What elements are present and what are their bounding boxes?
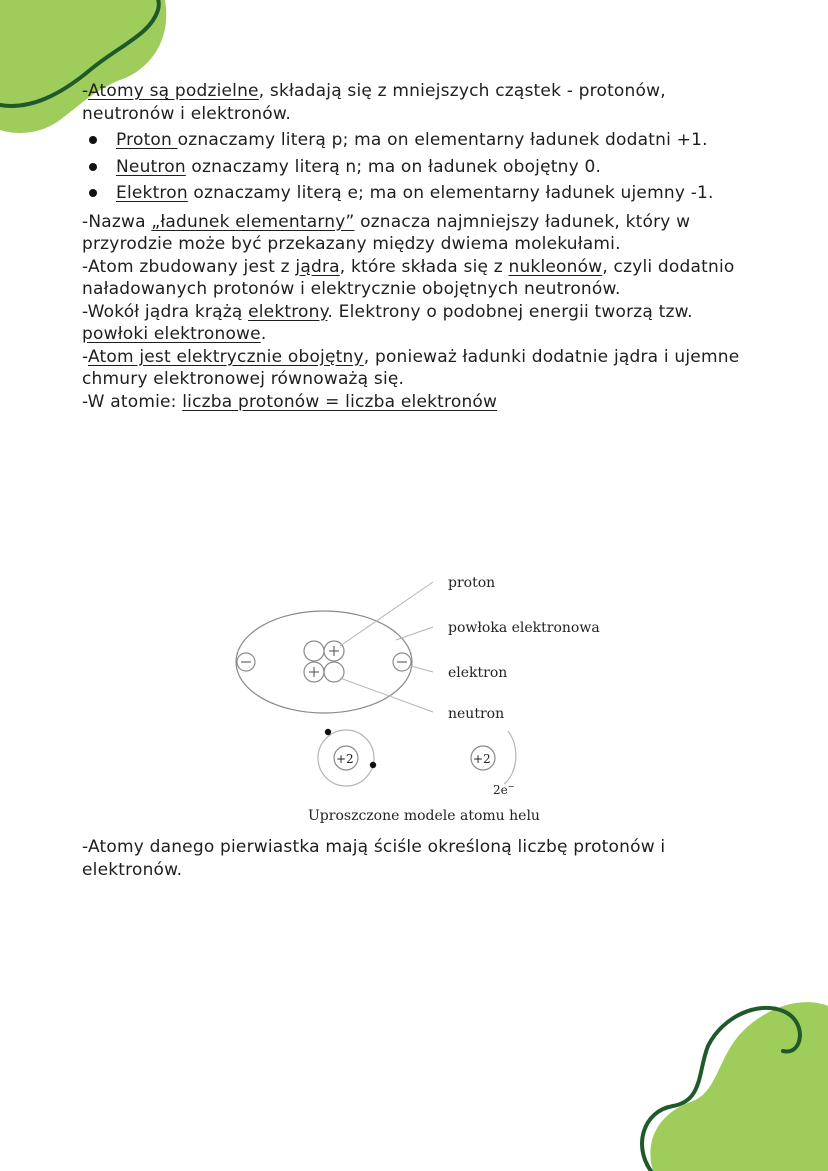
paragraph-atoms-divisible xyxy=(82,80,742,125)
diagram-caption: Uproszczone modele atomu helu xyxy=(308,808,540,824)
paragraph-neutral-atom xyxy=(82,346,742,391)
nucleus-charge-label: +2 xyxy=(336,752,354,766)
text: -Nazwa xyxy=(82,211,152,232)
electrons-count-label: 2e− xyxy=(493,782,515,797)
underlined-text: Atom jest elektrycznie obojętny xyxy=(87,346,364,367)
label-neutron: neutron xyxy=(448,706,505,722)
text: oznaczamy literą e; ma on elementarny ładunek ujemny -1. xyxy=(187,183,714,203)
nucleus xyxy=(304,641,344,682)
label-electron-shell: powłoka elektronowa xyxy=(448,620,600,636)
text: . xyxy=(260,324,267,344)
paragraph-atom-structure xyxy=(82,256,742,301)
underlined-text: jądra xyxy=(295,256,340,277)
underlined-text: Elektron xyxy=(116,183,188,203)
text: -Atom zbudowany jest z xyxy=(82,256,296,277)
underlined-text: Neutron xyxy=(116,156,186,177)
paragraph-element-definition xyxy=(82,836,742,881)
text: , ponieważ ładunki dodatnie jądra i ujemne chmury elektronowej równoważą się. xyxy=(82,346,740,389)
underlined-text: Atomy są podzielne xyxy=(87,81,259,101)
helium-atom-diagram xyxy=(228,568,608,830)
paragraph-equality xyxy=(82,391,742,414)
paragraph-elementary-charge xyxy=(82,211,742,256)
text: , składają się z mniejszych cząstek - protonów, neutronów i elektronów. xyxy=(82,81,666,124)
text: - xyxy=(82,81,88,101)
underlined-text: elektrony xyxy=(248,301,328,322)
text: -Atomy danego pierwiastka mają ściśle określoną liczbę protonów i elektronów. xyxy=(82,837,666,880)
list-item-neutron xyxy=(116,156,742,179)
text: oznacza najmniejszy ładunek, który w przyrodzie może być przekazany między dwiema molekułami. xyxy=(82,211,691,254)
text: . Elektrony o podobnej energii tworzą tzw. xyxy=(327,301,693,322)
underlined-text: Proton xyxy=(116,130,178,150)
electron-dot xyxy=(370,762,376,768)
nucleus-charge-label: +2 xyxy=(473,752,491,766)
text: -W atomie: xyxy=(82,391,183,412)
leader-line xyxy=(396,627,433,640)
particle-list xyxy=(82,129,742,205)
leader-line xyxy=(411,666,433,672)
underlined-text: liczba protonów = liczba elektronów xyxy=(182,391,498,412)
text: - xyxy=(82,346,88,367)
underlined-text: „ładunek elementarny” xyxy=(151,211,355,232)
notes-body xyxy=(82,80,742,413)
bullet-icon xyxy=(89,136,97,144)
text: , które składa się z xyxy=(339,256,509,277)
helium-model-cloud xyxy=(471,731,516,797)
underlined-text: nukleonów xyxy=(508,256,603,277)
underlined-text: powłoki elektronowe xyxy=(82,324,261,344)
bullet-icon xyxy=(89,189,97,197)
electron-dot xyxy=(325,729,331,735)
bullet-icon xyxy=(89,163,97,171)
text: oznaczamy literą n; ma on ładunek obojętny 0. xyxy=(185,156,602,177)
list-item-proton xyxy=(116,129,742,152)
paragraph-electron-shells xyxy=(82,301,742,346)
decorative-blob-bottom-right xyxy=(623,996,828,1171)
text: oznaczamy literą p; ma on elementarny ładunek dodatni +1. xyxy=(177,130,708,150)
label-electron: elektron xyxy=(448,665,508,681)
text: -Wokół jądra krążą xyxy=(82,301,249,322)
list-item-electron xyxy=(116,182,742,205)
leader-line xyxy=(340,678,433,712)
helium-model-orbit xyxy=(318,729,376,786)
label-proton: proton xyxy=(448,575,496,591)
electron-shell xyxy=(236,611,412,713)
text: , czyli dodatnio naładowanych protonów i elektrycznie obojętnych neutronów. xyxy=(82,256,735,299)
